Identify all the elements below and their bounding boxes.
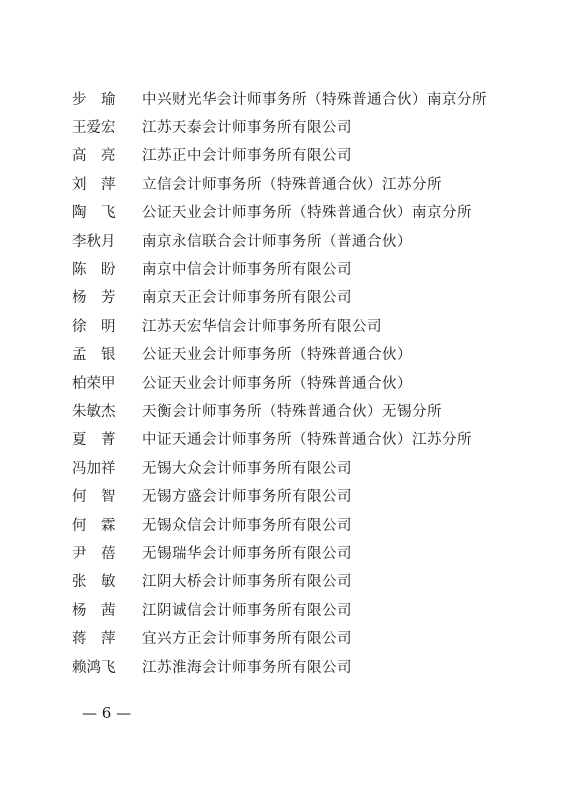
person-name: 杨 芳 [72,290,116,307]
list-item [72,481,542,509]
person-name: 王爱宏 [72,120,116,137]
firm-name: 无锡众信会计师事务所有限公司 [142,517,352,534]
list-item [72,652,542,680]
firm-name: 江苏天宏华信会计师事务所有限公司 [142,318,382,335]
person-name: 步 瑜 [72,91,116,108]
list-item [72,311,542,339]
firm-name: 公证天业会计师事务所（特殊普通合伙） [142,375,412,392]
person-name: 尹 蓓 [72,545,116,562]
firm-name: 无锡大众会计师事务所有限公司 [142,460,352,477]
person-name: 柏荣甲 [72,375,116,392]
firm-name: 无锡瑞华会计师事务所有限公司 [142,545,352,562]
list-item [72,340,542,368]
person-name: 夏 菁 [72,432,116,449]
firm-name: 江苏淮海会计师事务所有限公司 [142,659,352,676]
firm-name: 宜兴方正会计师事务所有限公司 [142,631,352,648]
list-item [72,141,542,169]
person-name: 陶 飞 [72,205,116,222]
person-name: 何 霖 [72,517,116,534]
firm-name: 中兴财光华会计师事务所（特殊普通合伙）南京分所 [142,91,487,108]
list-item [72,112,542,140]
person-name: 赖鸿飞 [72,659,116,676]
person-name: 冯加祥 [72,460,116,477]
list-item [72,254,542,282]
list-item [72,595,542,623]
person-name: 何 智 [72,489,116,506]
page-number: — 6 — [82,704,132,722]
firm-name: 无锡方盛会计师事务所有限公司 [142,489,352,506]
list-item [72,396,542,424]
person-name: 高 亮 [72,148,116,165]
person-name: 杨 茜 [72,602,116,619]
firm-name: 公证天业会计师事务所（特殊普通合伙） [142,347,412,364]
person-name: 孟 银 [72,347,116,364]
list-item [72,169,542,197]
person-name: 徐 明 [72,318,116,335]
person-name: 蒋 萍 [72,631,116,648]
firm-name: 立信会计师事务所（特殊普通合伙）江苏分所 [142,176,442,193]
list-item [72,84,542,112]
firm-name: 中证天通会计师事务所（特殊普通合伙）江苏分所 [142,432,472,449]
firm-name: 江阴大桥会计师事务所有限公司 [142,574,352,591]
list-item [72,538,542,566]
person-name: 刘 萍 [72,176,116,193]
list-item [72,283,542,311]
list-item [72,198,542,226]
firm-name: 南京天正会计师事务所有限公司 [142,290,352,307]
list-item [72,425,542,453]
list-item [72,510,542,538]
person-name: 陈 盼 [72,262,116,279]
list-item [72,567,542,595]
person-name: 张 敏 [72,574,116,591]
list-item [72,368,542,396]
accountant-list [72,84,542,680]
firm-name: 南京永信联合会计师事务所（普通合伙） [142,233,412,250]
firm-name: 南京中信会计师事务所有限公司 [142,262,352,279]
firm-name: 天衡会计师事务所（特殊普通合伙）无锡分所 [142,403,442,420]
firm-name: 公证天业会计师事务所（特殊普通合伙）南京分所 [142,205,472,222]
person-name: 李秋月 [72,233,116,250]
firm-name: 江苏正中会计师事务所有限公司 [142,148,352,165]
person-name: 朱敏杰 [72,403,116,420]
firm-name: 江苏天泰会计师事务所有限公司 [142,120,352,137]
list-item [72,453,542,481]
list-item [72,623,542,651]
firm-name: 江阴诚信会计师事务所有限公司 [142,602,352,619]
list-item [72,226,542,254]
